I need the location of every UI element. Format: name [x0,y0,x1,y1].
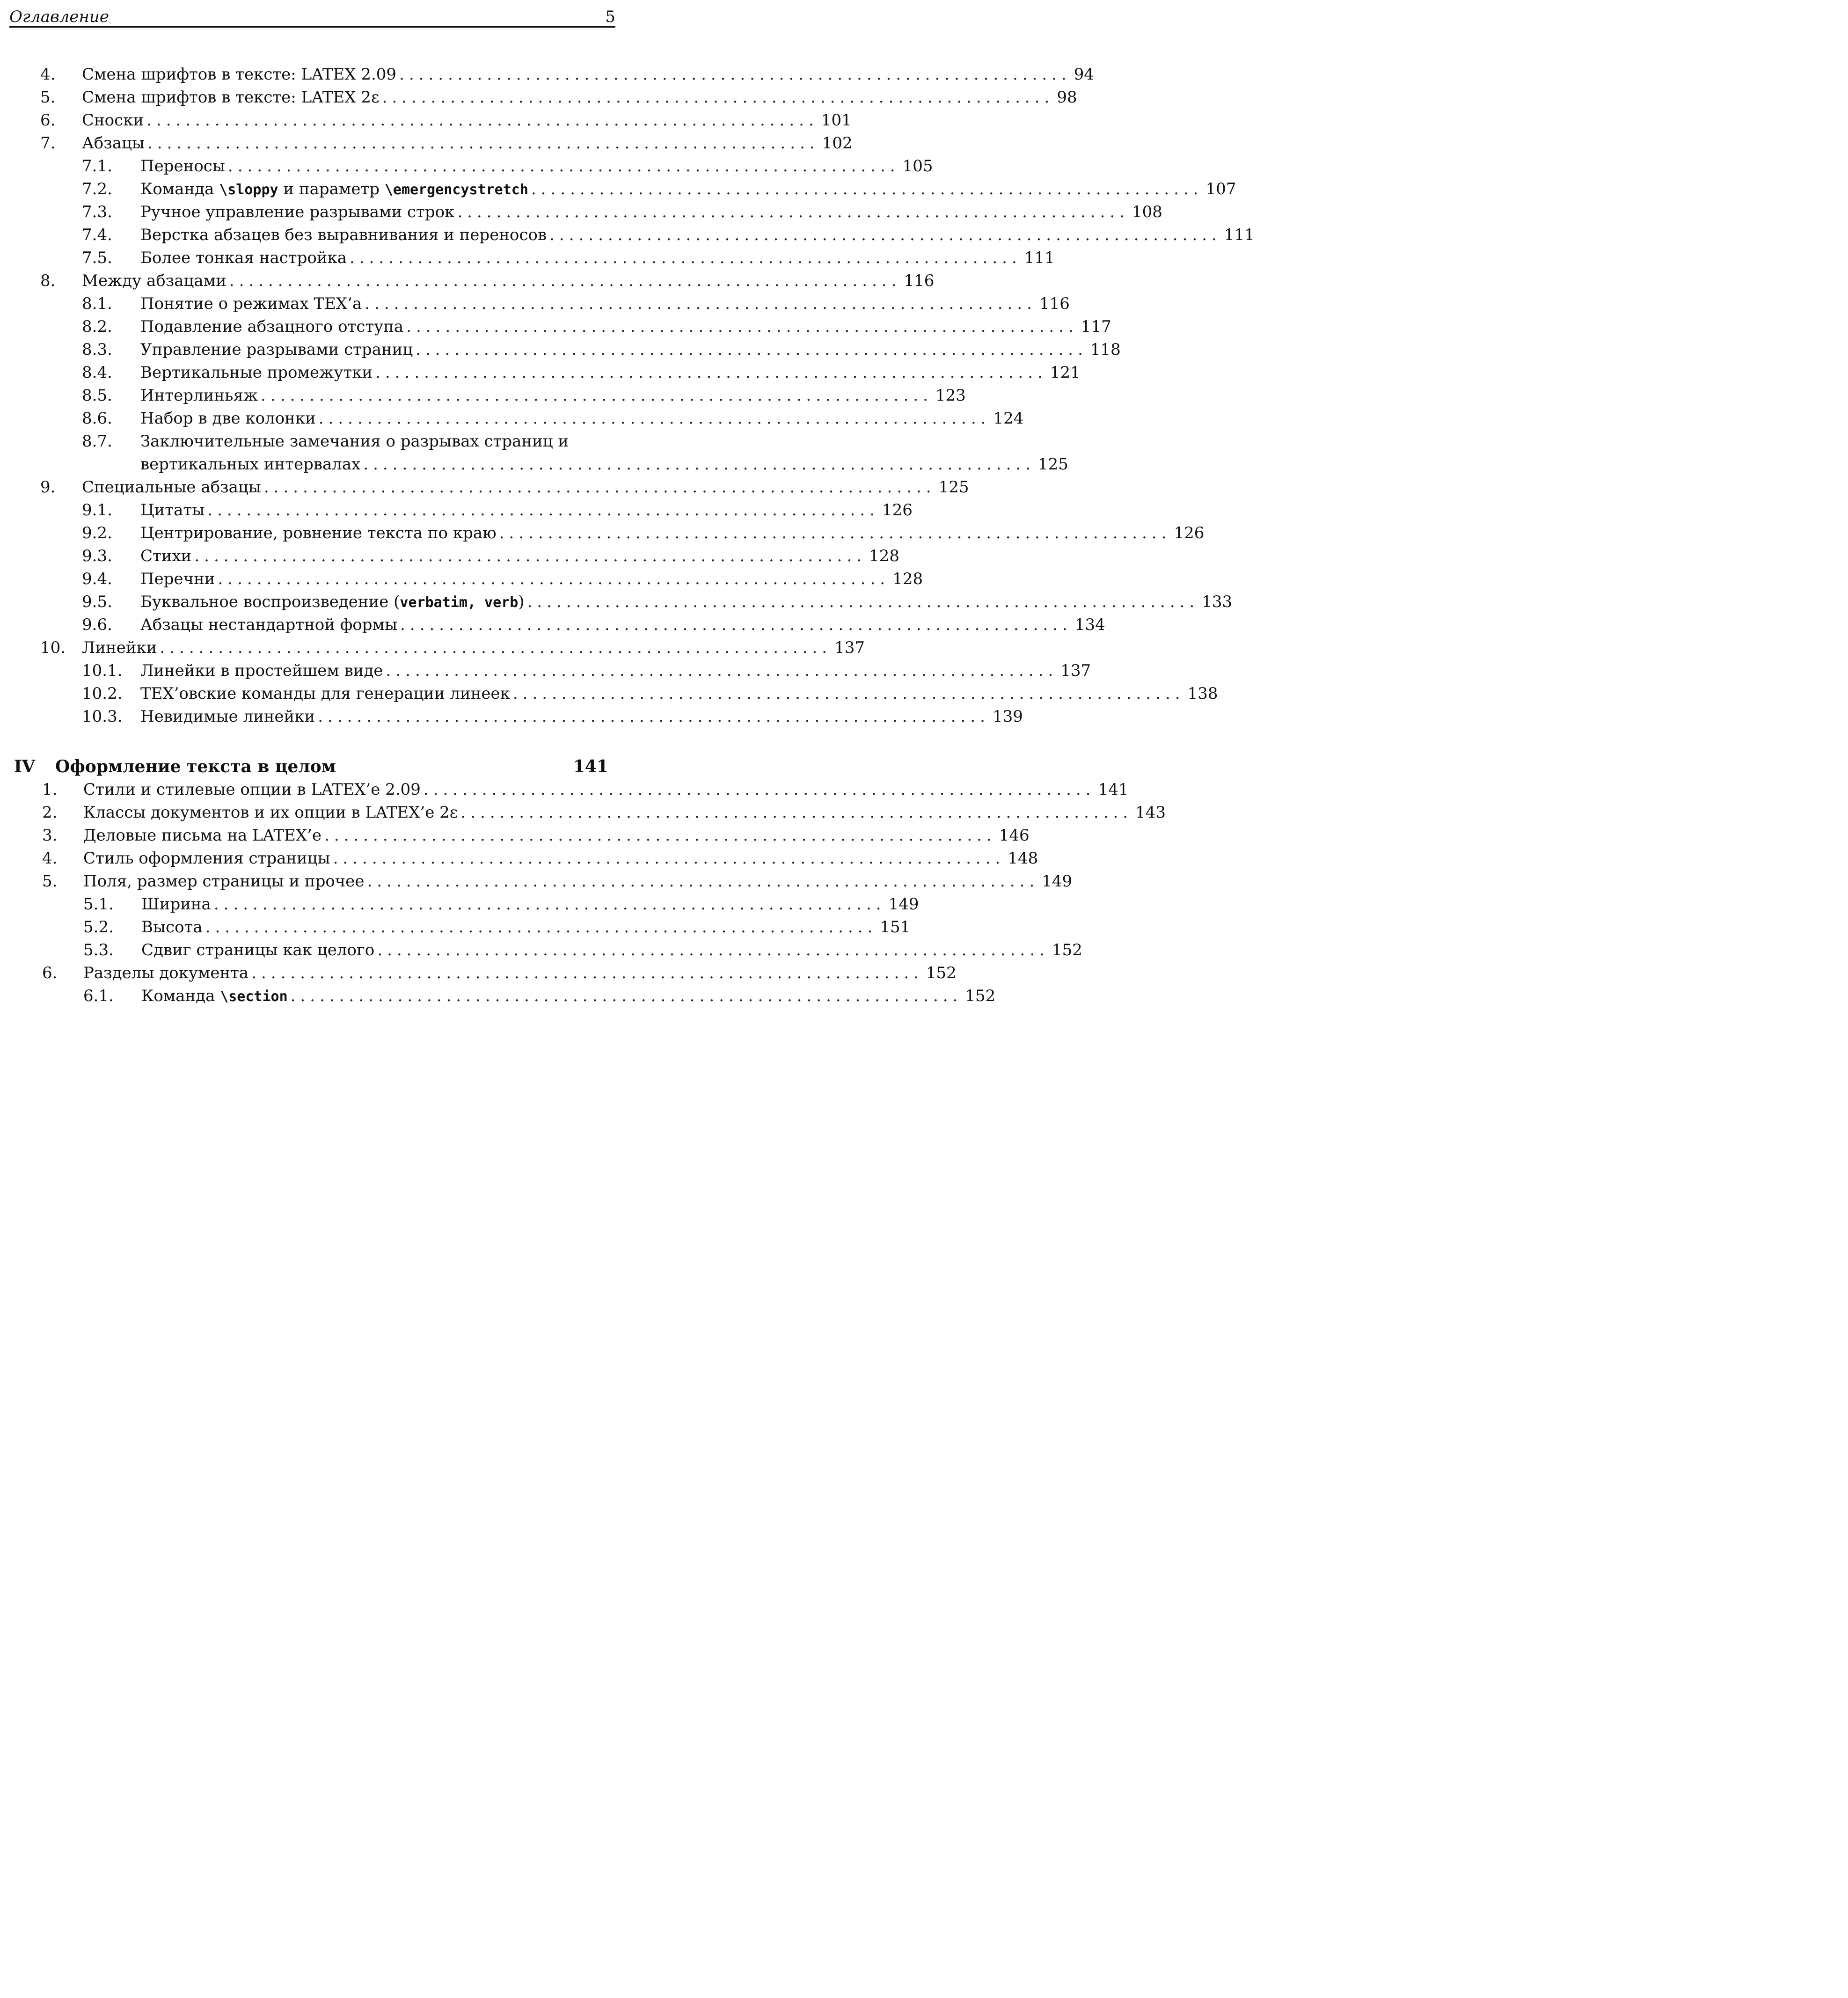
leader-dots: ..................................................................... [400,615,1072,634]
leader-dots: ..................................................................... [227,157,900,176]
toc-entry-page: 123 [935,386,966,405]
toc-entry-number: 9.4. [82,570,112,588]
toc-entry-number: 8.5. [82,386,112,405]
toc-entry-page: 141 [1098,780,1129,799]
toc-entry-title: Смена шрифтов в тексте: LATEX 2.09 [82,65,397,84]
toc-entry-title: Поля, размер страницы и прочее [83,872,365,891]
toc-entry-number: 7. [40,134,56,153]
code-section: \section [220,988,288,1005]
leader-dots: ..................................................................... [205,918,877,937]
toc-entry-title: Вертикальные промежутки [140,363,373,382]
toc-entry [0,682,1218,705]
toc-entry-page: 128 [869,547,899,565]
toc-entry-title: Сноски [82,111,144,130]
toc-entry-title: Деловые письма на LATEX’е [83,826,322,845]
toc-entry [0,155,933,178]
toc-entry-title: Более тонкая настройка [140,249,347,267]
leader-dots: ..................................................................... [147,134,819,153]
toc-entry-page: 126 [882,501,913,520]
toc-entry-title-line2: вертикальных интервалах [140,455,361,474]
toc-entry-page: 116 [1039,294,1070,313]
leader-dots: ..................................................................... [549,226,1221,244]
leader-dots: ..................................................................... [194,547,867,565]
toc-entry-number: 8.4. [82,363,112,382]
toc-entry [0,962,957,985]
leader-dots: ..................................................................... [399,65,1071,84]
toc-entry-title: Стили и стилевые опции в LATEX’е 2.09 [83,780,421,799]
leader-dots: ..................................................................... [229,271,901,290]
toc-entry-page: 151 [880,918,911,937]
toc-entry-title [141,985,288,1008]
page-number: 5 [605,7,615,26]
toc-entry-page: 128 [892,570,923,588]
leader-dots: ..................................................................... [318,409,991,428]
toc-entry-page: 133 [1202,593,1233,611]
toc-entry-number: 8. [40,271,56,290]
toc-entry [0,63,1095,86]
toc-entry [0,86,1077,109]
toc-entry-number: 1. [42,780,58,799]
toc-entry-title: Смена шрифтов в тексте: LATEX 2ε [82,88,380,107]
toc-entry-title-text: Команда [141,987,220,1005]
toc-entry [0,224,1255,247]
toc-entry-number: 6. [40,111,56,130]
leader-dots: ..................................................................... [377,941,1049,959]
toc-entry-page: 118 [1090,340,1121,359]
toc-entry [0,824,1030,847]
leader-dots: ..................................................................... [423,780,1096,799]
toc-entry-page: 152 [926,964,957,982]
leader-dots: ..................................................................... [457,203,1130,221]
toc-entry-title: Переносы [140,157,225,176]
toc-entry [0,847,1038,870]
running-title: Оглавление [9,7,109,26]
toc-entry-page: 125 [1038,455,1068,474]
toc-entry-page: 116 [904,271,935,290]
toc-entry [0,247,1055,270]
toc-entry-number: 10.2. [82,684,123,703]
toc-entry-page: 146 [999,826,1030,845]
toc-entry-title: Ширина [141,895,211,914]
leader-dots: ..................................................................... [406,317,1078,336]
toc-entry-title: Абзацы [82,134,145,153]
toc-entry-title: TEX’овские команды для генерации линеек [140,684,510,703]
toc-entry [0,476,969,499]
toc-entry-number: 7.2. [82,180,112,198]
toc-entry-title: Стихи [140,547,192,565]
toc-entry-title: Перечни [140,570,215,588]
toc-entry-page: 105 [902,157,933,176]
code-emergencystretch: \emergencystretch [384,182,528,198]
toc-entry-title: Специальные абзацы [82,478,261,497]
toc-entry-line [141,985,996,1998]
toc-entry [0,893,919,916]
leader-dots: ..................................................................... [375,363,1047,382]
toc-entry-title-text: Команда [140,180,219,198]
toc-entry-page: 137 [834,638,865,657]
toc-entry-title: Ручное управление разрывами строк [140,203,455,221]
leader-dots: ..................................................................... [160,638,832,657]
toc-entry-title [140,178,528,201]
leader-dots: ..................................................................... [531,180,1203,198]
toc-entry-page: 111 [1024,249,1055,267]
toc-entry-page: 137 [1060,661,1091,680]
leader-dots: ..................................................................... [460,803,1133,822]
toc-entry-number: 6.1. [83,987,114,1005]
toc-entry-number: 8.6. [82,409,112,428]
toc-entry-title: Высота [141,918,203,937]
leader-dots: ..................................................................... [365,294,1037,313]
toc-entry-title: Абзацы нестандартной формы [140,615,398,634]
leader-dots: ..................................................................... [146,111,818,130]
toc-entry [0,522,1205,545]
toc-entry [0,985,996,1008]
leader-dots: ..................................................................... [416,340,1088,359]
toc-entry-title: Центрирование, ровнение текста по краю [140,524,497,542]
toc-entry-number: 7.4. [82,226,112,244]
toc-entry [0,778,1129,801]
toc-entry-page: 149 [888,895,919,914]
toc-entry [0,338,1121,361]
toc-part-heading [0,755,624,778]
toc-entry-number: 5. [40,88,56,107]
toc-entry-number: 4. [40,65,56,84]
leader-dots: ..................................................................... [386,661,1058,680]
document-page [0,0,1255,1013]
part-number: IV [14,757,35,776]
toc-entry-title: Невидимые линейки [140,707,315,726]
toc-entry-title: Линейки [82,638,157,657]
toc-entry [0,614,1105,637]
toc-entry-title-line1: Заключительные замечания о разрывах страниц и [140,432,569,451]
part-title: Оформление текста в целом [55,757,336,776]
toc-entry-page: 124 [993,409,1024,428]
toc-entry [0,361,1081,384]
toc-entry-page: 102 [822,134,853,153]
leader-dots: ..................................................................... [290,987,963,1005]
toc-entry-number: 2. [42,803,58,822]
leader-dots: ..................................................................... [207,501,879,520]
toc-entry-page: 139 [992,707,1023,726]
toc-entry-title: Верстка абзацев без выравнивания и переносов [140,226,547,244]
toc-entry-title: Между абзацами [82,271,226,290]
toc-entry-page: 149 [1042,872,1073,891]
toc-entry [0,637,865,659]
toc-entry-number: 5.1. [83,895,114,914]
leader-dots: ..................................................................... [333,849,1005,868]
toc-entry-page: 117 [1081,317,1111,336]
toc-entry-number: 10. [40,638,66,657]
toc-entry-page: 138 [1187,684,1218,703]
toc-entry [0,270,935,293]
toc-entry-title: Подавление абзацного отступа [140,317,404,336]
toc-entry [0,201,1162,224]
toc-entry-number: 9. [40,478,56,497]
leader-dots: ..................................................................... [382,88,1054,107]
toc-entry [0,499,913,522]
toc-entry-continuation [0,453,1068,476]
toc-entry-number: 5.3. [83,941,114,959]
toc-entry-title: Цитаты [140,501,205,520]
toc-entry [0,870,1073,893]
toc-entry-number: 9.2. [82,524,112,542]
toc-entry-page: 98 [1057,88,1077,107]
toc-entry-page: 94 [1074,65,1095,84]
toc-entry-number: 8.2. [82,317,112,336]
leader-dots: ..................................................................... [363,455,1036,474]
leader-dots: ..................................................................... [367,872,1039,891]
toc-entry-title-text: и параметр [278,180,385,198]
toc-entry-page: 108 [1132,203,1162,221]
toc-entry-number: 4. [42,849,58,868]
toc-entry-number: 7.3. [82,203,112,221]
toc-entry-page: 152 [965,987,996,1005]
toc-entry [0,801,1166,824]
toc-entry-page: 107 [1205,180,1236,198]
toc-entry [0,939,1082,962]
toc-entry-title: Набор в две колонки [140,409,316,428]
toc-entry-page: 148 [1008,849,1038,868]
toc-entry-page: 101 [821,111,852,130]
toc-entry [0,384,966,407]
toc-entry-title: Классы документов и их опции в LATEX’е 2ε [83,803,458,822]
leader-dots: ..................................................................... [263,478,936,497]
toc-entry [0,293,1070,315]
toc-entry-page: 125 [938,478,969,497]
toc-entry-number: 5. [42,872,58,891]
toc-entry-number: 8.1. [82,294,112,313]
leader-dots: ..................................................................... [251,964,923,982]
toc-entry-number: 8.3. [82,340,112,359]
toc-entry-page: 152 [1052,941,1082,959]
toc-entry-title: Сдвиг страницы как целого [141,941,375,959]
leader-dots: ..................................................................... [261,386,933,405]
toc-entry-number: 7.5. [82,249,112,267]
toc-entry-number: 3. [42,826,58,845]
toc-entry-number: 8.7. [82,432,112,451]
toc-entry-title: Линейки в простейшем виде [140,661,383,680]
toc-entry [0,407,1024,430]
toc-entry-title: Стиль оформления страницы [83,849,330,868]
toc-entry-title-text: ) [518,593,525,611]
toc-entry-title: Управление разрывами страниц [140,340,413,359]
code-sloppy: \sloppy [219,182,278,198]
toc-entry [0,568,923,591]
leader-dots: ..................................................................... [318,707,990,726]
toc-entry-page: 126 [1174,524,1205,542]
toc-entry-title: Интерлиньяж [140,386,258,405]
leader-dots: ..................................................................... [213,895,886,914]
toc-entry [0,705,1023,728]
toc-entry-title: Разделы документа [83,964,249,982]
leader-dots: ..................................................................... [527,593,1199,611]
toc-entry [0,916,911,939]
toc-entry-page: 134 [1074,615,1105,634]
toc-entry [0,659,1091,682]
toc-entry [0,430,624,453]
toc-entry-page: 121 [1050,363,1081,382]
toc-entry-number: 9.1. [82,501,112,520]
leader-dots: ..................................................................... [218,570,890,588]
toc-entry-number: 10.3. [82,707,123,726]
toc-entry-page: 143 [1135,803,1166,822]
code-verbatim-verb: verbatim, verb [400,594,519,611]
part-page: 141 [573,757,608,776]
toc-entry [0,545,899,568]
leader-dots: ..................................................................... [499,524,1171,542]
toc-entry-number: 9.5. [82,593,112,611]
toc-entry-number: 9.3. [82,547,112,565]
leader-dots: ..................................................................... [324,826,996,845]
toc-entry-number: 6. [42,964,58,982]
toc-entry-title-text: Буквальное воспроизведение ( [140,593,400,611]
toc-entry [0,132,853,155]
toc-entry-page: 111 [1224,226,1255,244]
toc-entry [0,591,1233,614]
toc-entry-title: Понятие о режимах TEX’а [140,294,362,313]
toc-entry [0,315,1111,338]
leader-dots: ..................................................................... [512,684,1185,703]
toc-entry-number: 5.2. [83,918,114,937]
toc-entry-number: 9.6. [82,615,112,634]
toc-entry-number: 10.1. [82,661,123,680]
toc-entry-number: 7.1. [82,157,112,176]
running-header [9,4,615,28]
leader-dots: ..................................................................... [350,249,1022,267]
toc-entry [0,178,1236,201]
toc-entry-title [140,591,525,614]
toc-entry [0,109,852,132]
